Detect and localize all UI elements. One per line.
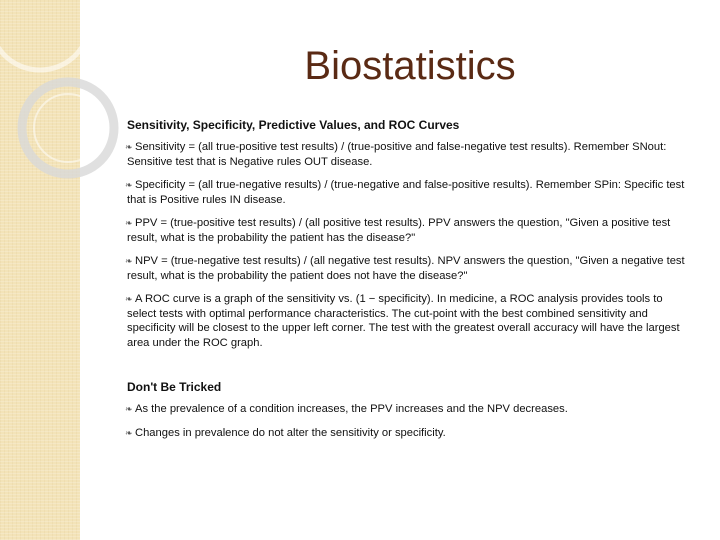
leaf-bullet-icon: ❧: [125, 404, 133, 414]
leaf-bullet-icon: ❧: [125, 180, 133, 190]
slide-content: [127, 118, 692, 447]
bullet-ppv: ❧ PPV = (true-positive test results) / (all positive test results). PPV answers the question, "Given a positive test result, what is the probability the patient has the disease?": [125, 217, 671, 244]
bullet-specificity: ❧ Specificity = (all true-negative results) / (true-negative and false-positive results). Remember SPin: Specific test that is Positive rules IN disease.: [125, 179, 685, 206]
leaf-bullet-icon: ❧: [125, 218, 133, 228]
leaf-bullet-icon: ❧: [125, 427, 133, 438]
leaf-bullet-icon: ❧: [125, 142, 133, 152]
bullet-prevalence-no-change: ❧ Changes in prevalence do not alter the sensitivity or specificity.: [125, 426, 446, 439]
bullet-sensitivity: ❧ Sensitivity = (all true-positive test results) / (true-positive and false-negative test results). Remember SNout: Sensitive test that is Negative rules OUT disease.: [125, 141, 667, 168]
bullet-prevalence-increase: ❧ As the prevalence of a condition increases, the PPV increases and the NPV decreases.: [125, 403, 568, 415]
leaf-bullet-icon: ❧: [125, 256, 133, 266]
bullet-roc-curve: ❧ A ROC curve is a graph of the sensitivity vs. (1 − specificity). In medicine, a ROC analysis provides tools to select tests with optimal performance characteristics. The cut-point with the best combined sensitivity and specificity will be closest to the upper left corner. The test with the greatest overall accuracy will have the largest area under the ROC graph.: [125, 293, 680, 349]
bullet-npv: ❧ NPV = (true-negative test results) / (all negative test results). NPV answers the question, "Given a negative test result, what is the probability the patient does not have the disease?": [125, 255, 685, 282]
section-heading: Don't Be Tricked: [127, 380, 222, 394]
section-heading: Sensitivity, Specificity, Predictive Values, and ROC Curves: [127, 118, 460, 132]
slide-title: Biostatistics: [304, 44, 516, 88]
leaf-bullet-icon: ❧: [125, 294, 133, 304]
